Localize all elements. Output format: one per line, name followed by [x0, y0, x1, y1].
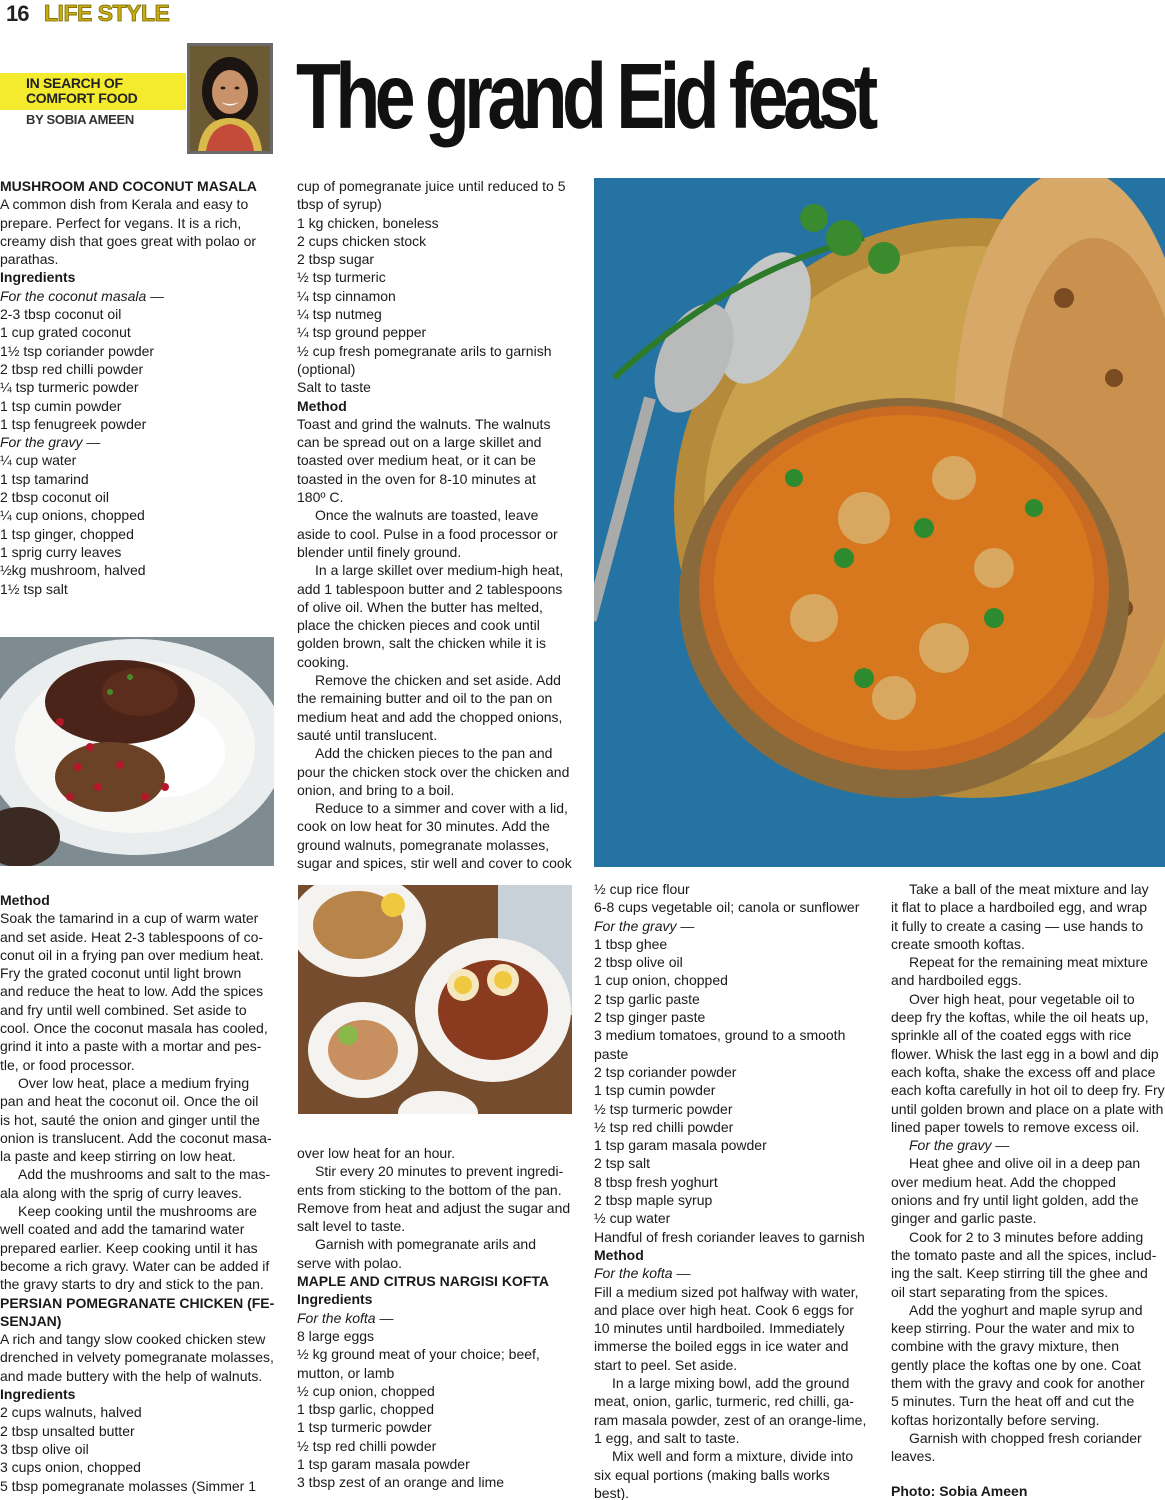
text-line: Reduce to a simmer and cover with a lid, [315, 800, 568, 817]
text-line: 2 tsp salt [594, 1155, 651, 1172]
text-line: ¼ tsp ground pepper [297, 324, 427, 341]
page-title: The grand Eid feast [296, 44, 873, 148]
text-line: create smooth koftas. [891, 935, 1025, 952]
text-line: Ingredients [297, 1291, 373, 1308]
text-line: 1 cup grated coconut [0, 324, 131, 341]
text-line: each kofta, shake the excess off and place [891, 1063, 1156, 1080]
text-line: prepare. Perfect for vegans. It is a rich, [0, 214, 242, 231]
text-line: 3 medium tomatoes, ground to a smooth [594, 1027, 846, 1044]
text-line: aside to cool. Pulse in a food processor or [297, 525, 558, 542]
text-line: ½ tsp red chilli powder [297, 1437, 437, 1454]
text-line: blender until finely ground. [297, 543, 462, 560]
text-line: ½ cup water [594, 1210, 671, 1227]
text-line: and place over high heat. Cook 6 eggs for [594, 1301, 854, 1318]
text-line: ½ cup onion, chopped [297, 1382, 435, 1399]
text-line: 2 tbsp maple syrup [594, 1192, 713, 1209]
text-line: la paste and keep stirring on low heat. [0, 1148, 236, 1165]
text-line: 6-8 cups vegetable oil; canola or sunflower [594, 899, 860, 916]
text-line: Repeat for the remaining meat mixture [909, 954, 1148, 971]
text-line: cup of pomegranate juice until reduced to 5 [297, 178, 566, 194]
photo-credit: Photo: Sobia Ameen [891, 1483, 1028, 1499]
text-line: Method [0, 892, 50, 908]
text-line: toasted over medium heat, or it can be [297, 452, 536, 469]
text-line: koftas horizontally before serving. [891, 1411, 1100, 1428]
text-line: 8 tbsp fresh yoghurt [594, 1173, 718, 1190]
text-line: For the kofta — [297, 1309, 394, 1326]
column-1-top [0, 177, 275, 598]
text-line: can be spread out on a large skillet and [297, 434, 542, 451]
author-portrait [187, 43, 273, 154]
text-line: 1 tsp tamarind [0, 470, 89, 487]
text-line: 1 tsp turmeric powder [297, 1419, 432, 1436]
text-line: Salt to taste [297, 379, 371, 396]
pomegranate-chicken-photo [0, 637, 274, 866]
text-line: flower. Whisk the last egg in a bowl and dip [891, 1045, 1159, 1062]
text-line: 10 minutes until hardboiled. Immediately [594, 1320, 845, 1337]
text-line: ½ tsp turmeric powder [594, 1100, 733, 1117]
text-line: Handful of fresh coriander leaves to garnish [594, 1228, 865, 1245]
text-line: 180º C. [297, 489, 344, 506]
column-3 [594, 880, 884, 1500]
text-line: best). [594, 1484, 630, 1500]
text-line: ¼ cup onions, chopped [0, 507, 145, 524]
text-line: For the gravy — [909, 1137, 1010, 1154]
text-line: tle, or food processor. [0, 1056, 135, 1073]
text-line: Over high heat, pour vegetable oil to [909, 990, 1135, 1007]
text-line: 1 tsp garam masala powder [297, 1456, 470, 1473]
text-line: 2 tbsp red chilli powder [0, 360, 144, 377]
text-line: PERSIAN POMEGRANATE CHICKEN (FE- [0, 1294, 275, 1311]
text-line: ½ tsp red chilli powder [594, 1118, 734, 1135]
text-line: Add the yoghurt and maple syrup and [909, 1301, 1143, 1318]
text-line: start to peel. Set aside. [594, 1356, 738, 1373]
text-line: Toast and grind the walnuts. The walnuts [297, 415, 551, 432]
text-line: 8 large eggs [297, 1327, 375, 1344]
text-line: and fry until well combined. Set aside to [0, 1001, 247, 1018]
text-line: Stir every 20 minutes to prevent ingredi- [315, 1163, 564, 1180]
text-line: In a large skillet over medium-high heat, [315, 562, 564, 579]
text-line: Remove from heat and adjust the sugar and [297, 1199, 571, 1216]
column-kicker: IN SEARCH OF COMFORT FOOD [26, 75, 138, 106]
curry-bowl-photo [594, 178, 1165, 867]
column-1-bottom [0, 891, 275, 1495]
text-line: tbsp of syrup) [297, 196, 382, 213]
text-line: leaves. [891, 1448, 936, 1465]
text-line: it fully to create a casing — use hands to [891, 917, 1144, 934]
text-line: Mix well and form a mixture, divide into [612, 1448, 854, 1465]
text-line: sauté until translucent. [297, 726, 438, 743]
text-line: 5 minutes. Turn the heat off and cut the [891, 1393, 1135, 1410]
text-line: 1 tbsp ghee [594, 935, 668, 952]
text-line: and hardboiled eggs. [891, 972, 1022, 989]
text-line: gently place the koftas one by one. Coat [891, 1356, 1141, 1373]
text-line: 1 tsp ginger, chopped [0, 525, 134, 542]
column-2-top [297, 177, 579, 872]
text-line: Method [297, 397, 347, 414]
text-line: 2 cups chicken stock [297, 232, 427, 249]
text-line: place the chicken pieces and cook until [297, 617, 540, 634]
text-line: MAPLE AND CITRUS NARGISI KOFTA [297, 1273, 549, 1290]
text-line: is hot, sauté the onion and ginger until the [0, 1111, 260, 1128]
text-line: 1½ tsp salt [0, 580, 68, 597]
text-line: ¼ tsp turmeric powder [0, 379, 139, 396]
text-line: conut oil in a frying pan over medium heat. [0, 946, 264, 963]
text-line: For the kofta — [594, 1265, 691, 1282]
text-line: 2 tbsp sugar [297, 251, 375, 268]
text-line: deep fry the koftas, while the oil heats up, [891, 1009, 1149, 1026]
text-line: ½ cup rice flour [594, 881, 690, 897]
text-line: 2 tsp garlic paste [594, 990, 700, 1007]
text-line: meat, onion, garlic, turmeric, red chilli, ga- [594, 1393, 854, 1410]
text-line: Take a ball of the meat mixture and lay [909, 881, 1149, 897]
text-line: six equal portions (making balls works [594, 1466, 830, 1483]
text-line: 3 tbsp olive oil [0, 1440, 89, 1457]
text-line: Add the chicken pieces to the pan and [315, 745, 553, 762]
text-line: 2 tbsp unsalted butter [0, 1422, 135, 1439]
text-line: In a large mixing bowl, add the ground [612, 1375, 850, 1392]
text-line: well coated and add the tamarind water [0, 1221, 245, 1238]
text-line: them with the gravy and cook for another [891, 1375, 1145, 1392]
text-line: each kofta carefully in hot oil to deep fry. Fry [891, 1082, 1165, 1099]
text-line: 3 tbsp zest of an orange and lime [297, 1474, 505, 1491]
text-line: prepared earlier. Keep cooking until it has [0, 1239, 258, 1256]
text-line: 2 cups walnuts, halved [0, 1404, 142, 1421]
text-line: Over low heat, place a medium frying [18, 1074, 250, 1091]
text-line: For the gravy — [594, 917, 695, 934]
text-line: serve with polao. [297, 1254, 403, 1271]
text-line: over medium heat. Add the chopped [891, 1173, 1116, 1190]
text-line: sprinkle all of the coated eggs with rice [891, 1027, 1132, 1044]
text-line: Cook for 2 to 3 minutes before adding [909, 1228, 1144, 1245]
text-line: ¼ tsp nutmeg [297, 306, 382, 323]
text-line: 2 tsp ginger paste [594, 1009, 706, 1026]
text-line: A common dish from Kerala and easy to [0, 196, 249, 213]
text-line: parathas. [0, 251, 59, 268]
text-line: Once the walnuts are toasted, leave [315, 507, 539, 524]
text-line: cool. Once the coconut masala has cooled, [0, 1020, 268, 1037]
text-line: and made buttery with the help of walnuts. [0, 1367, 263, 1384]
text-line: ginger and garlic paste. [891, 1210, 1037, 1227]
text-line: 1 tsp cumin powder [0, 397, 122, 414]
text-line: Remove the chicken and set aside. Add [315, 672, 561, 689]
column-2-bottom [297, 1144, 579, 1492]
text-line: 1 egg, and salt to taste. [594, 1429, 740, 1446]
text-line: become a rich gravy. Water can be added if [0, 1257, 270, 1274]
text-line: cook on low heat for 30 minutes. Add the [297, 818, 550, 835]
text-line: of olive oil. When the butter has melted, [297, 598, 543, 615]
text-line: add 1 tablespoon butter and 2 tablespoons [297, 580, 563, 597]
text-line: 2-3 tbsp coconut oil [0, 306, 122, 323]
text-line: lined paper towels to remove excess oil. [891, 1118, 1140, 1135]
text-line: A rich and tangy slow cooked chicken stew [0, 1331, 266, 1348]
byline: BY SOBIA AMEEN [26, 112, 135, 127]
text-line: 2 tsp coriander powder [594, 1063, 737, 1080]
text-line: medium heat and add the chopped onions, [297, 708, 563, 725]
text-line: creamy dish that goes great with polao or [0, 232, 257, 249]
text-line: sugar and spices, stir well and cover to cook [297, 854, 572, 871]
text-line: 1½ tsp coriander powder [0, 342, 155, 359]
text-line: drenched in velvety pomegranate molasses, [0, 1349, 274, 1366]
text-line: the tomato paste and all the spices, includ- [891, 1246, 1157, 1263]
text-line: 3 cups onion, chopped [0, 1459, 141, 1476]
page-number: 16 [6, 1, 29, 26]
text-line: Method [594, 1246, 644, 1263]
text-line: 1 tsp fenugreek powder [0, 415, 147, 432]
text-line: 1 tsp garam masala powder [594, 1137, 767, 1154]
text-line: 1 cup onion, chopped [594, 972, 728, 989]
text-line: ½kg mushroom, halved [0, 562, 146, 579]
text-line: 1 sprig curry leaves [0, 543, 122, 560]
text-line: 2 tbsp olive oil [594, 954, 683, 971]
text-line: onions and fry until light golden, add the [891, 1192, 1139, 1209]
text-line: 1 kg chicken, boneless [297, 214, 439, 231]
text-line: combine with the gravy mixture, then [891, 1338, 1119, 1355]
text-line: SENJAN) [0, 1312, 62, 1329]
text-line: ½ tsp turmeric [297, 269, 386, 286]
text-line: and reduce the heat to low. Add the spices [0, 983, 264, 1000]
text-line: Soak the tamarind in a cup of warm water [0, 910, 259, 927]
text-line: paste [594, 1045, 629, 1062]
text-line: pan and heat the coconut oil. Once the oil [0, 1093, 259, 1110]
text-line: ing the salt. Keep stirring till the ghee and [891, 1265, 1148, 1282]
text-line: over low heat for an hour. [297, 1145, 455, 1161]
text-line: Fry the grated coconut until light brown [0, 965, 242, 982]
text-line: Fill a medium sized pot halfway with water, [594, 1283, 859, 1300]
text-line: Add the mushrooms and salt to the mas- [18, 1166, 271, 1183]
text-line: ents from sticking to the bottom of the pan. [297, 1181, 562, 1198]
text-line: 2 tbsp coconut oil [0, 489, 109, 506]
text-line: Garnish with pomegranate arils and [315, 1236, 537, 1253]
text-line: Garnish with chopped fresh coriander [909, 1429, 1142, 1446]
text-line: oil start separating from the spices. [891, 1283, 1109, 1300]
text-line: toasted in the oven for 8-10 minutes at [297, 470, 536, 487]
text-line: 5 tbsp pomegranate molasses (Simmer 1 [0, 1477, 256, 1494]
text-line: grind it into a paste with a mortar and pes- [0, 1038, 262, 1055]
text-line: it flat to place a hardboiled egg, and wrap [891, 899, 1148, 916]
text-line: golden brown, salt the chicken while it is [297, 635, 547, 652]
text-line: ram masala powder, zest of an orange-lime, [594, 1411, 867, 1428]
text-line: the remaining butter and oil to the pan on [297, 690, 553, 707]
text-line: onion is translucent. Add the coconut masa- [0, 1129, 272, 1146]
text-line: 1 tsp cumin powder [594, 1082, 716, 1099]
text-line: cooking. [297, 653, 350, 670]
text-line: ½ kg ground meat of your choice; beef, [297, 1346, 540, 1363]
text-line: (optional) [297, 360, 356, 377]
text-line: Heat ghee and olive oil in a deep pan [909, 1155, 1141, 1172]
text-line: Ingredients [0, 269, 76, 286]
text-line: ¼ tsp cinnamon [297, 287, 396, 304]
text-line: onion, and bring to a boil. [297, 781, 455, 798]
text-line: ¼ cup water [0, 452, 77, 469]
text-line: ground walnuts, pomegranate molasses, [297, 836, 550, 853]
text-line: Keep cooking until the mushrooms are [18, 1203, 257, 1220]
text-line: pour the chicken stock over the chicken and [297, 763, 570, 780]
section-name: LIFE STYLE [44, 0, 170, 26]
text-line: until golden brown and place on a plate with [891, 1100, 1164, 1117]
text-line: For the gravy — [0, 434, 101, 451]
nargisi-kofta-photo [298, 885, 572, 1114]
text-line: mutton, or lamb [297, 1364, 395, 1381]
text-line: ala along with the sprig of curry leaves. [0, 1184, 243, 1201]
text-line: For the coconut masala — [0, 287, 165, 304]
text-line: and set aside. Heat 2-3 tablespoons of co- [0, 928, 264, 945]
text-line: immerse the boiled eggs in ice water and [594, 1338, 849, 1355]
text-line: MUSHROOM AND COCONUT MASALA [0, 178, 257, 194]
text-line: 1 tbsp garlic, chopped [297, 1401, 434, 1418]
text-line: keep stirring. Pour the water and mix to [891, 1320, 1135, 1337]
text-line: ½ cup fresh pomegranate arils to garnish [297, 342, 552, 359]
column-4 [891, 880, 1165, 1466]
text-line: the gravy starts to dry and stick to the pan. [0, 1276, 264, 1293]
page-header [0, 0, 200, 30]
text-line: salt level to taste. [297, 1218, 406, 1235]
text-line: Ingredients [0, 1386, 76, 1403]
